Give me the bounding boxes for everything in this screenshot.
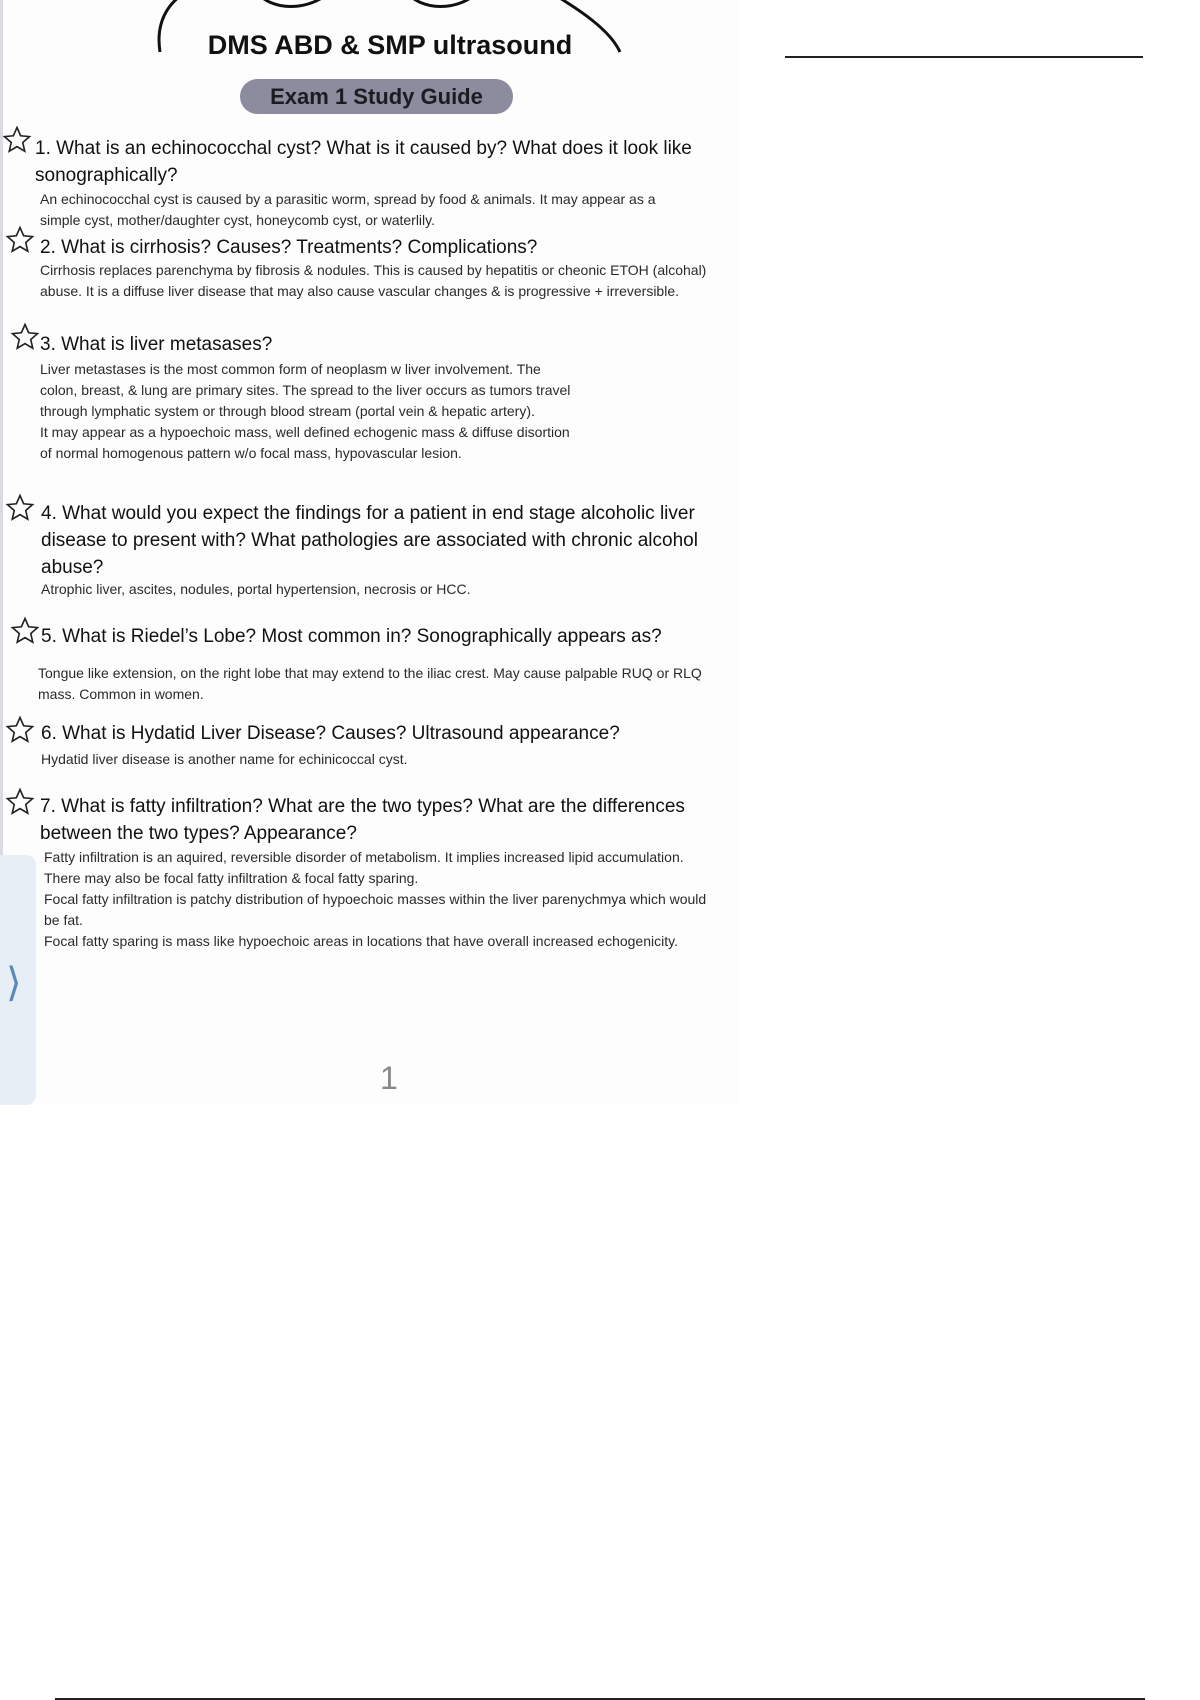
question-5: 5. What is Riedel’s Lobe? Most common in? Sonographically appears as? <box>41 626 662 647</box>
star-outline-icon <box>5 715 35 745</box>
question-3: 3. What is liver metasases? <box>40 334 273 355</box>
answer-5-paragraph-1: Tongue like extension, on the right lobe that may extend to the iliac crest. May cause palpable RUQ or RLQ mass. Common in women. <box>38 665 702 702</box>
answer-3-paragraph-1: Liver metastases is the most common form of neoplasm w liver involvement. The colon, breast, & lung are primary sites. The spread to the liver occurs as tumors travel through lymphatic system or through blood stream (portal vein & hepatic artery). <box>40 361 571 419</box>
star-outline-icon <box>10 616 40 646</box>
sidebar-toggle-tab[interactable] <box>0 855 36 1105</box>
answer-6-paragraph-1: Hydatid liver disease is another name for echinicoccal cyst. <box>41 751 408 767</box>
answer-2 <box>40 260 730 302</box>
top-rule-line <box>785 56 1143 58</box>
answer-3-paragraph-2: It may appear as a hypoechoic mass, well defined echogenic mass & diffuse disortion of normal homogenous pattern w/o focal mass, hypovascular lesion. <box>40 424 570 461</box>
answer-3 <box>40 359 580 464</box>
question-1: 1. What is an echinococchal cyst? What is it caused by? What does it look like sonographically? <box>35 138 692 186</box>
answer-6 <box>41 749 721 770</box>
answer-4-paragraph-1: Atrophic liver, ascites, nodules, portal hypertension, necrosis or HCC. <box>41 581 471 597</box>
answer-2-paragraph-1: Cirrhosis replaces parenchyma by fibrosis & nodules. This is caused by hepatitis or cheonic ETOH (alcohal) abuse. It is a diffuse liver disease that may also cause vascular changes & is progressive + irreversible. <box>40 262 707 299</box>
answer-7 <box>44 847 714 952</box>
question-4: 4. What would you expect the findings for a patient in end stage alcoholic liver disease to present with? What pathologies are associated with chronic alcohol abuse? <box>41 503 698 578</box>
question-6: 6. What is Hydatid Liver Disease? Causes? Ultrasound appearance? <box>41 723 620 744</box>
star-outline-icon <box>5 493 35 523</box>
star-outline-icon <box>10 322 40 352</box>
page-number: 1 <box>380 1060 398 1096</box>
answer-7-paragraph-2: Focal fatty infiltration is patchy distribution of hypoechoic masses within the liver parenychmya which would be fat. <box>44 891 707 928</box>
chevron-right-icon[interactable]: ⟩ <box>6 960 22 1006</box>
answer-5 <box>38 663 708 705</box>
document-title: DMS ABD & SMP ultrasound <box>207 30 573 60</box>
subtitle-pill: Exam 1 Study Guide <box>240 79 513 114</box>
answer-7-paragraph-3: Focal fatty sparing is mass like hypoechoic areas in locations that have overall increased echogenicity. <box>44 933 678 949</box>
question-2: 2. What is cirrhosis? Causes? Treatments? Complications? <box>40 237 538 258</box>
answer-1-paragraph-1: An echinococchal cyst is caused by a parasitic worm, spread by food & animals. It may appear as a simple cyst, mother/daughter cyst, honeycomb cyst, or waterlily. <box>40 191 656 228</box>
question-7: 7. What is fatty infiltration? What are the two types? What are the differences between the two types? Appearance? <box>40 796 685 844</box>
answer-4 <box>41 579 721 600</box>
answer-1 <box>40 189 660 231</box>
star-outline-icon <box>5 225 35 255</box>
answer-7-paragraph-1: Fatty infiltration is an aquired, reversible disorder of metabolism. It implies increased lipid accumulation. There may also be focal fatty infiltration & focal fatty sparing. <box>44 849 684 886</box>
star-outline-icon <box>2 125 32 155</box>
star-outline-icon <box>5 787 35 817</box>
